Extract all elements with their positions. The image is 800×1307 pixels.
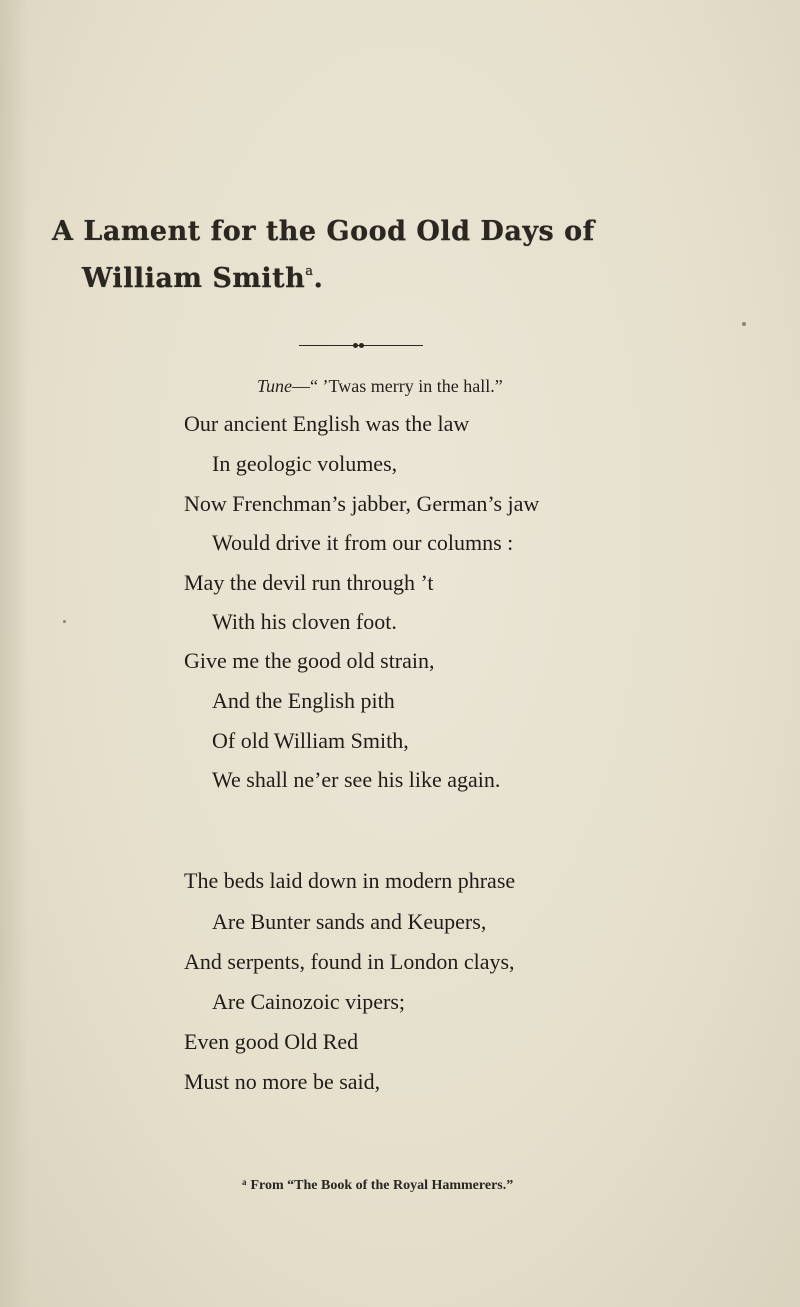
title-line-2-text: William Smith [82, 263, 306, 294]
page-edge-shadow [0, 0, 28, 1307]
verse-line: Are Bunter sands and Keupers, [212, 909, 487, 934]
verse-line: The beds laid down in modern phrase [184, 868, 516, 893]
ornament-dot [353, 343, 358, 348]
footnote [242, 1177, 513, 1194]
title-ornament-rule [299, 343, 423, 349]
tune-label: Tune [257, 376, 293, 396]
verse-line: Are Cainozoic vipers; [212, 989, 406, 1014]
footnote-text: From “The Book of the Royal Hammerers.” [250, 1178, 514, 1193]
verse-line: Of old William Smith, [212, 728, 409, 753]
verse-line: Even good Old Red [184, 1029, 359, 1054]
verse-line: Our ancient English was the law [184, 411, 470, 436]
tune-line [257, 376, 503, 397]
verse-line: And serpents, found in London clays, [184, 949, 515, 974]
paper-speck [63, 620, 66, 623]
verse-line: Would drive it from our columns : [212, 530, 514, 555]
verse-line: We shall ne’er see his like again. [212, 767, 501, 792]
tune-text: —“ ’Twas merry in the hall.” [292, 376, 503, 396]
title-footnote-ref: a [305, 264, 314, 279]
title-line-2-end: . [313, 263, 324, 294]
verse-line: In geologic volumes, [212, 451, 398, 476]
paper-speck [742, 322, 746, 326]
title-line-1: A Lament for the Good Old Days of [52, 216, 595, 247]
ornament-dot [359, 343, 364, 348]
verse-line: And the English pith [212, 688, 395, 713]
verse-line: Give me the good old strain, [184, 648, 435, 673]
footnote-mark: a [242, 1177, 247, 1187]
verse-line: Must no more be said, [184, 1069, 381, 1094]
verse-line: With his cloven foot. [212, 609, 397, 634]
title-line-2 [52, 252, 772, 299]
poem-title [52, 212, 772, 299]
verse-line: Now Frenchman’s jabber, German’s jaw [184, 491, 540, 516]
verse-line: May the devil run through ’t [184, 570, 434, 595]
